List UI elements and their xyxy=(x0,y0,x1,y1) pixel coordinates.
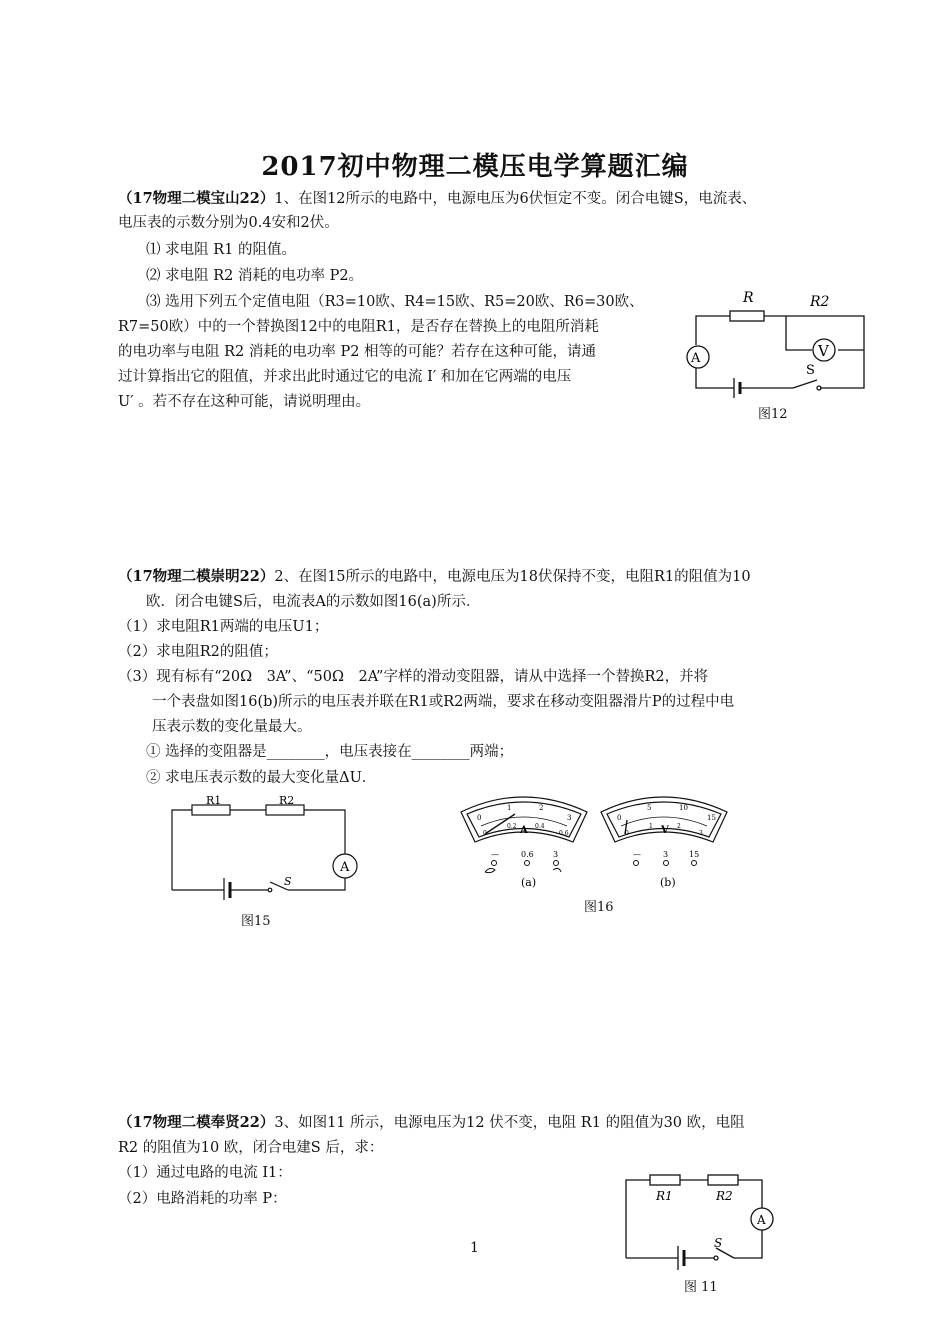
q1-sub3-a: ⑶ 选用下列五个定值电阻（R3=10欧、R4=15欧、R5=20欧、R6=30欧、 xyxy=(146,294,644,310)
figure-11-caption: 图 11 xyxy=(684,1280,718,1295)
meter-b-top-1: 5 xyxy=(647,804,652,812)
figure-15-caption: 图15 xyxy=(241,914,271,929)
meter-b-top-3: 15 xyxy=(707,814,716,822)
q1-sub2: ⑵ 求电阻 R2 消耗的电功率 P2。 xyxy=(146,268,364,284)
meter-a-bottom-3: 0.6 xyxy=(559,830,569,837)
q1-line2: 电压表的示数分别为0.4安和2伏。 xyxy=(118,215,339,231)
fig11-switch-label: S xyxy=(714,1236,723,1250)
q3-sub1: （1）通过电路的电流 I1： xyxy=(118,1165,292,1181)
q2-sub3-e: ② 求电压表示数的最大变化量ΔU． xyxy=(146,770,377,786)
fig15-r2-label: R2 xyxy=(279,794,295,807)
meter-b-terminal-15: 15 xyxy=(689,850,700,859)
fig15-switch-label: S xyxy=(284,875,292,888)
q2-line2: 欧．闭合电键S后，电流表A的示数如图16(a)所示． xyxy=(146,594,481,610)
meter-b-top-0: 0 xyxy=(617,814,622,822)
q2-sub2: （2）求电阻R2的阻值； xyxy=(118,644,278,660)
q3-line2: R2 的阻值为10 欧，闭合电建S 后，求： xyxy=(118,1140,384,1156)
q1-line1 xyxy=(118,186,756,212)
meter-a-top-2: 2 xyxy=(539,804,544,812)
meter-b-bottom-3: 3 xyxy=(699,830,703,837)
q3-sub2: （2）电路消耗的功率 P： xyxy=(118,1191,287,1207)
q2-line1 xyxy=(118,564,751,590)
q2-text: 2、在图15所示的电路中，电源电压为18伏保持不变，电阻R1的阻值为10 xyxy=(274,569,751,585)
meter-a-top-0: 0 xyxy=(477,814,482,822)
q2-sub3-c: 压表示数的变化量最大。 xyxy=(152,719,312,735)
meter-a-unit: A xyxy=(520,825,528,836)
q2-sub3-a: （3）现有标有“20Ω 3A”、“50Ω 2A”字样的滑动变阻器，请从中选择一个替换R2，并将 xyxy=(118,669,709,685)
meter-a-top-1: 1 xyxy=(507,804,512,812)
meter-b-bottom-1: 1 xyxy=(649,823,653,830)
q2-sub1: （1）求电阻R1两端的电压U1； xyxy=(118,619,329,635)
fig12-ammeter-label: A xyxy=(691,351,701,366)
meter-a-bottom-1: 0.2 xyxy=(507,823,517,830)
meter-a-bottom-2: 0.4 xyxy=(535,823,545,830)
q2-sub3-d: ① 选择的变阻器是________，电压表接在________两端； xyxy=(146,744,514,760)
q1-text: 1、在图12所示的电路中，电源电压为6伏恒定不变。闭合电键S，电流表、 xyxy=(274,191,757,207)
figure-16-meters xyxy=(455,790,745,898)
fig11-r1-label: R1 xyxy=(656,1189,673,1203)
q3-text: 3、如图11 所示，电源电压为12 伏不变，电阻 R1 的阻值为30 欧，电阻 xyxy=(274,1115,745,1131)
meter-b-bottom-0: 0 xyxy=(625,830,629,837)
meter-b-terminal-3: 3 xyxy=(663,850,669,859)
q2-tag: （17物理二模崇明22） xyxy=(118,568,275,585)
page-number: 1 xyxy=(470,1240,479,1256)
fig12-switch-label: S xyxy=(806,363,815,378)
q2-sub3-b: 一个表盘如图16(b)所示的电压表并联在R1或R2两端，要求在移动变阻器滑片P的过程中电 xyxy=(152,694,735,710)
page-title: 2017初中物理二模压电学算题汇编 xyxy=(261,152,689,182)
meter-b-top-2: 10 xyxy=(679,804,688,812)
meter-b-unit: V xyxy=(661,825,669,836)
q1-tag: （17物理二模宝山22） xyxy=(118,190,275,207)
figure-11-circuit xyxy=(620,1168,780,1270)
meter-b-label: (b) xyxy=(660,876,676,889)
meter-a-label: (a) xyxy=(521,876,537,889)
q3-tag: （17物理二模奉贤22） xyxy=(118,1114,275,1131)
fig11-ammeter-label: A xyxy=(757,1213,766,1227)
fig11-r2-label: R2 xyxy=(716,1189,733,1203)
meter-b-bottom-2: 2 xyxy=(677,823,681,830)
q1-sub3-b: R7=50欧）中的一个替换图12中的电阻R1，是否存在替换上的电阻所消耗 xyxy=(118,319,599,335)
meter-a-bottom-0: 0 xyxy=(483,830,487,837)
meter-b-terminal-minus: — xyxy=(633,850,641,859)
q1-sub3-d: 过计算指出它的阻值，并求出此时通过它的电流 I′ 和加在它两端的电压 xyxy=(118,369,572,385)
meter-a-terminal-3: 3 xyxy=(553,850,559,859)
q3-line1 xyxy=(118,1110,745,1136)
fig12-r2-label: R2 xyxy=(810,294,830,310)
fig15-ammeter-label: A xyxy=(340,860,350,875)
fig15-r1-label: R1 xyxy=(206,794,222,807)
figure-15-circuit xyxy=(160,790,365,900)
figure-16-caption: 图16 xyxy=(584,900,614,915)
q1-sub3-e: U′ 。若不存在这种可能，请说明理由。 xyxy=(118,394,371,410)
meter-a-terminal-06: 0.6 xyxy=(521,850,534,859)
meter-a-terminal-minus: — xyxy=(491,850,499,859)
fig12-r-label: R xyxy=(743,290,754,306)
q1-sub1: ⑴ 求电阻 R1 的阻值。 xyxy=(146,242,296,258)
figure-12-caption: 图12 xyxy=(758,407,788,422)
fig12-voltmeter-label: V xyxy=(818,342,829,360)
q1-sub3-c: 的电功率与电阻 R2 消耗的电功率 P2 相等的可能？若存在这种可能，请通 xyxy=(118,344,597,360)
meter-a-top-3: 3 xyxy=(567,814,572,822)
